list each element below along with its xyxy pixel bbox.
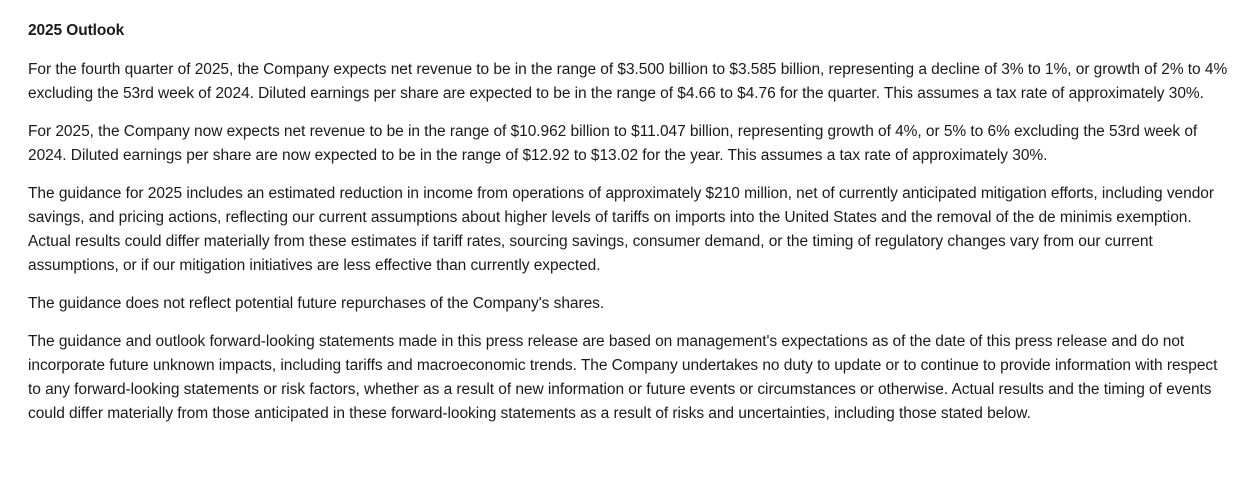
tariff-impact-paragraph: The guidance for 2025 includes an estimated reduction in income from operations of approximately $210 million, net of currently anticipated mitigation efforts, including vendor savings, and pricing actions, reflecting our current assumptions about higher levels of tariffs on imports into the United States and the removal of the de minimis exemption. Actual results could differ materially from these estimates if tariff rates, sourcing savings, consumer demand, or the timing of regulatory changes vary from our current assumptions, or if our mitigation initiatives are less effective than currently expected. [28,185,1214,274]
full-year-guidance-paragraph: For 2025, the Company now expects net revenue to be in the range of $10.962 billion to $11.047 billion, representing growth of 4%, or 5% to 6% excluding the 53rd week of 2024. Diluted earnings per share are now expected to be in the range of $12.92 to $13.02 for the year. This assumes a tax rate of approximately 30%. [28,123,1198,164]
q4-guidance-paragraph: For the fourth quarter of 2025, the Company expects net revenue to be in the range of $3.500 billion to $3.585 billion, representing a decline of 3% to 1%, or growth of 2% to 4% excluding the 53rd week of 2024. Diluted earnings per share are expected to be in the range of $4.66 to $4.76 for the quarter. This assumes a tax rate of approximately 30%. [28,61,1228,102]
section-heading: 2025 Outlook [28,22,125,39]
share-repurchase-paragraph: The guidance does not reflect potential future repurchases of the Company's shares. [28,295,605,312]
forward-looking-disclaimer-paragraph: The guidance and outlook forward-looking statements made in this press release are based on management's expectations as of the date of this press release and do not incorporate future unknown impacts, including tariffs and macroeconomic trends. The Company undertakes no duty to update or to continue to provide information with respect to any forward-looking statements or risk factors, whether as a result of new information or future events or circumstances or otherwise. Actual results and the timing of events could differ materially from those anticipated in these forward-looking statements as a result of risks and uncertainties, including those stated below. [28,333,1218,422]
